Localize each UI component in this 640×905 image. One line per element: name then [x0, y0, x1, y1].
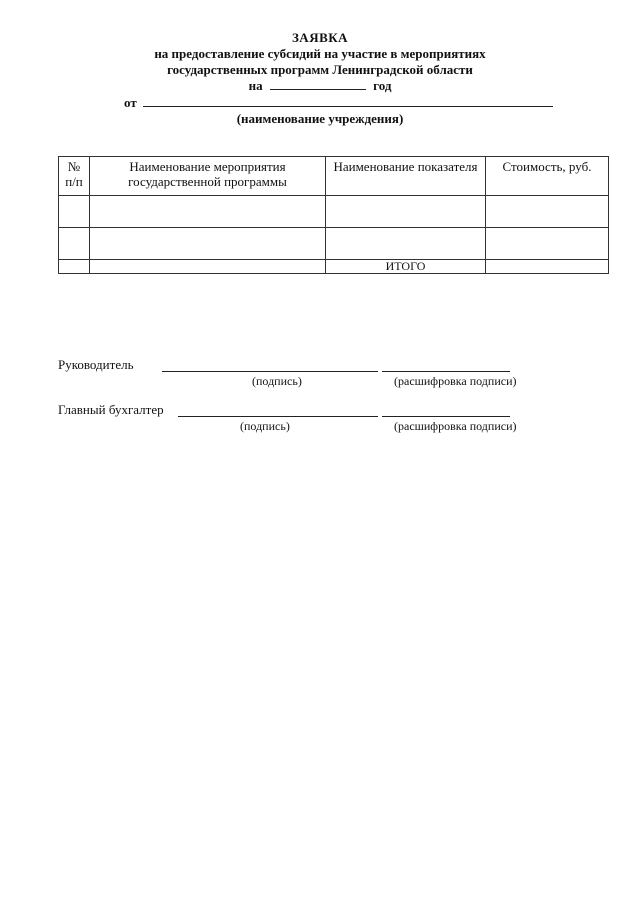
form-subtitle-line-2: государственных программ Ленинградской области — [167, 62, 473, 77]
application-table — [58, 156, 609, 274]
year-blank-field[interactable] — [270, 78, 366, 90]
table-cell — [59, 260, 90, 274]
from-label: от — [124, 95, 137, 110]
form-title: ЗАЯВКА — [291, 30, 349, 45]
head-signature-line[interactable] — [162, 370, 378, 372]
head-signature-caption: (подпись) — [252, 374, 302, 388]
table-cell[interactable] — [486, 228, 609, 260]
head-decoding-line[interactable] — [382, 370, 510, 372]
table-row — [59, 196, 609, 228]
table-cell[interactable] — [90, 196, 326, 228]
year-suffix: год — [373, 78, 392, 93]
institution-blank-field[interactable] — [143, 95, 553, 107]
table-cell[interactable] — [326, 196, 486, 228]
accountant-decoding-caption: (расшифровка подписи) — [394, 419, 517, 433]
table-cell — [90, 260, 326, 274]
table-row — [59, 228, 609, 260]
form-subtitle-line-1: на предоставление субсидий на участие в мероприятиях — [154, 46, 486, 61]
total-label: ИТОГО — [326, 260, 486, 274]
form-header — [0, 30, 640, 94]
institution-caption: (наименование учреждения) — [236, 111, 404, 126]
table-cell[interactable] — [486, 196, 609, 228]
column-header-number: № п/п — [59, 157, 90, 196]
table-cell[interactable] — [59, 196, 90, 228]
accountant-signature-line[interactable] — [178, 415, 378, 417]
accountant-label: Главный бухгалтер — [58, 402, 164, 417]
column-header-cost: Стоимость, руб. — [486, 157, 609, 196]
year-prefix: на — [248, 78, 263, 93]
column-header-indicator: Наименование показателя — [326, 157, 486, 196]
table-cell[interactable] — [90, 228, 326, 260]
accountant-signature-caption: (подпись) — [240, 419, 290, 433]
head-decoding-caption: (расшифровка подписи) — [394, 374, 517, 388]
table-header-row — [59, 157, 609, 196]
column-header-activity: Наименование мероприятия государственной программы — [90, 157, 326, 196]
table-cell[interactable] — [326, 228, 486, 260]
head-label: Руководитель — [58, 357, 134, 372]
table-cell[interactable] — [59, 228, 90, 260]
table-total-row — [59, 260, 609, 274]
from-row — [124, 95, 553, 111]
accountant-decoding-line[interactable] — [382, 415, 510, 417]
total-value-cell[interactable] — [486, 260, 609, 274]
year-row — [0, 78, 640, 94]
